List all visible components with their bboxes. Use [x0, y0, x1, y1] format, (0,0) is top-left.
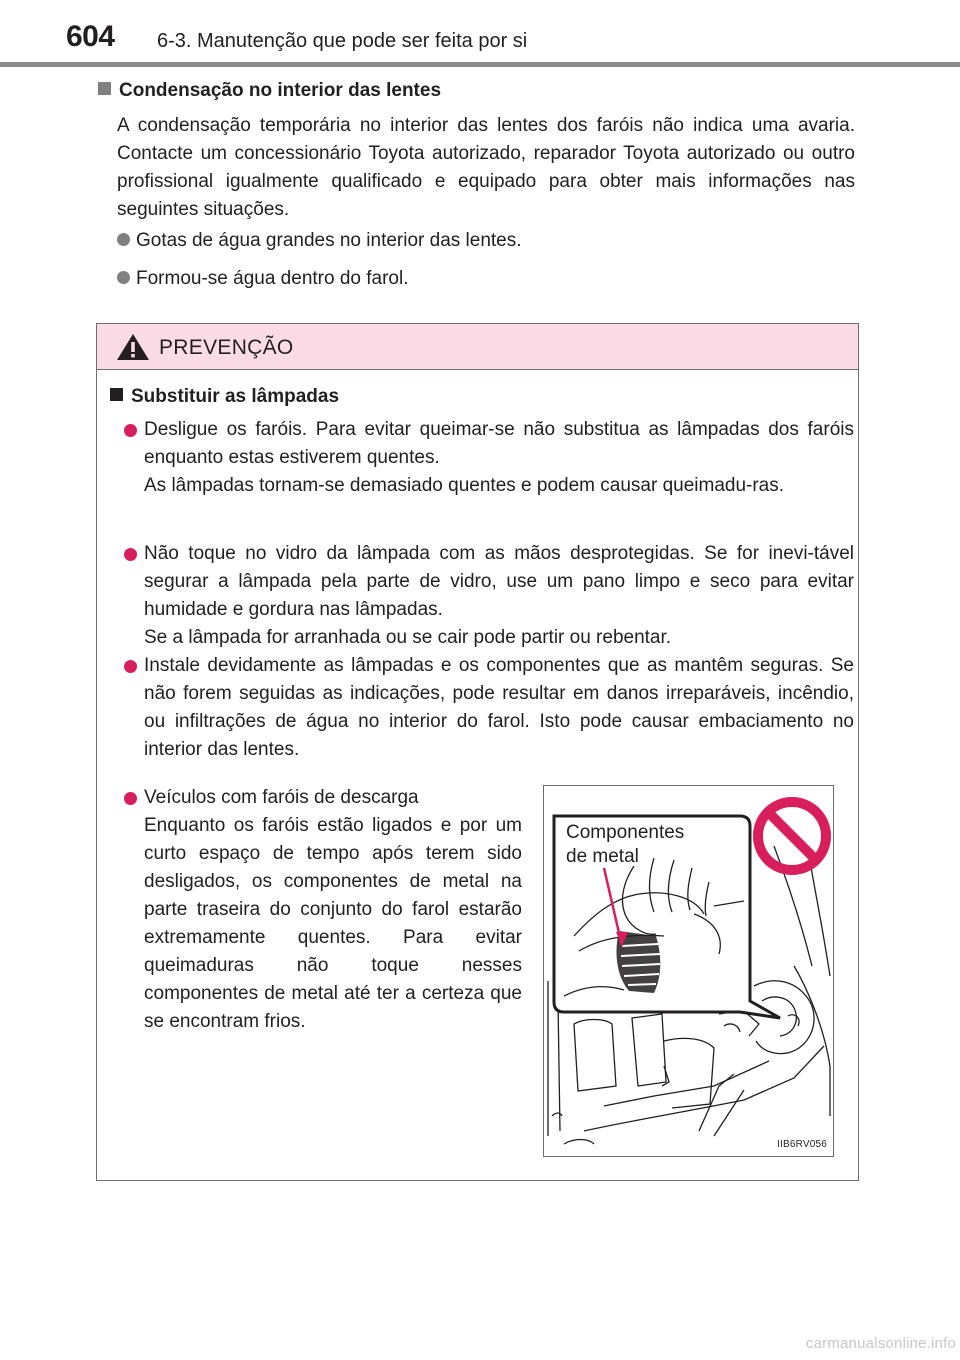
bullet-dot-icon: [124, 424, 137, 437]
bullet-dot-icon: [124, 792, 137, 805]
caution-item-extra: Se a lâmpada for arranhada ou se cair pode partir ou rebentar.: [144, 627, 672, 648]
callout-label-line2: de metal: [566, 846, 639, 867]
header-rule: [0, 62, 960, 67]
section-heading-text: Condensação no interior das lentes: [119, 80, 442, 101]
caution-header: [97, 324, 858, 370]
watermark: carmanualsonline.info: [805, 1335, 956, 1352]
caution-item-text: Não toque no vidro da lâmpada com as mãos desprotegidas. Se for inevi-tável segurar a lâmpada pela parte de vidro, use um pano limpo e seco para evitar humidade e gordura nas lâmpadas.: [144, 543, 854, 620]
square-bullet-icon: [110, 388, 123, 401]
caution-item-extra: As lâmpadas tornam-se demasiado quentes e podem causar queimadu-ras.: [144, 475, 785, 496]
bullet-dot-icon: [117, 271, 130, 284]
figure-code: IIB6RV056: [777, 1139, 827, 1150]
caution-heading: [110, 386, 339, 408]
discharge-lead: Veículos com faróis de descarga: [144, 787, 419, 808]
discharge-body: Enquanto os faróis estão ligados e por um curto espaço de tempo após terem sido desligados, os componentes de metal na parte traseira do conjunto do farol estarão extremamente quentes. Para evitar queimaduras não toque nesses componentes de metal até ter a certeza que se encontram frios.: [144, 815, 522, 1032]
section-paragraph: A condensação temporária no interior das lentes dos faróis não indica uma avaria. Contacte um concessionário Toyota autorizado, reparador Toyota autorizado ou outro profissional igualmente qualificado e equipado para obter mais informações nas seguintes situações.: [117, 115, 855, 220]
bullet-dot-icon: [117, 233, 130, 246]
page-number: 604: [66, 20, 115, 53]
caution-item: [124, 416, 854, 500]
caution-item-text: Desligue os faróis. Para evitar queimar-se não substitua as lâmpadas dos faróis enquanto estas estiverem quentes.: [144, 419, 854, 468]
prohibition-icon: [758, 802, 826, 870]
caution-heading-text: Substituir as lâmpadas: [131, 386, 340, 407]
bullet-dot-icon: [124, 548, 137, 561]
list-item: [117, 227, 522, 255]
square-bullet-icon: [98, 82, 111, 95]
caution-item-discharge: [124, 784, 522, 1036]
headlamp-illustration: [543, 785, 834, 1157]
callout-label-line1: Componentes: [566, 822, 685, 843]
list-item: [117, 265, 409, 293]
warning-triangle-icon: [116, 333, 150, 361]
bullet-dot-icon: [124, 660, 137, 673]
section-heading: [98, 80, 441, 102]
list-item-text: Formou-se água dentro do farol.: [136, 268, 409, 289]
caution-item: [124, 540, 854, 652]
caution-item-text: Instale devidamente as lâmpadas e os componentes que as mantêm seguras. Se não forem seguidas as indicações, pode resultar em danos irreparáveis, incêndio, ou infiltrações de água no interior do farol. Isto pode causar embaciamento no interior das lentes.: [144, 655, 854, 760]
caution-title: PREVENÇÃO: [159, 336, 294, 359]
chapter-title: 6-3. Manutenção que pode ser feita por si: [157, 30, 528, 52]
caution-item: [124, 652, 854, 764]
callout-label: [566, 821, 684, 869]
list-item-text: Gotas de água grandes no interior das lentes.: [136, 230, 522, 251]
